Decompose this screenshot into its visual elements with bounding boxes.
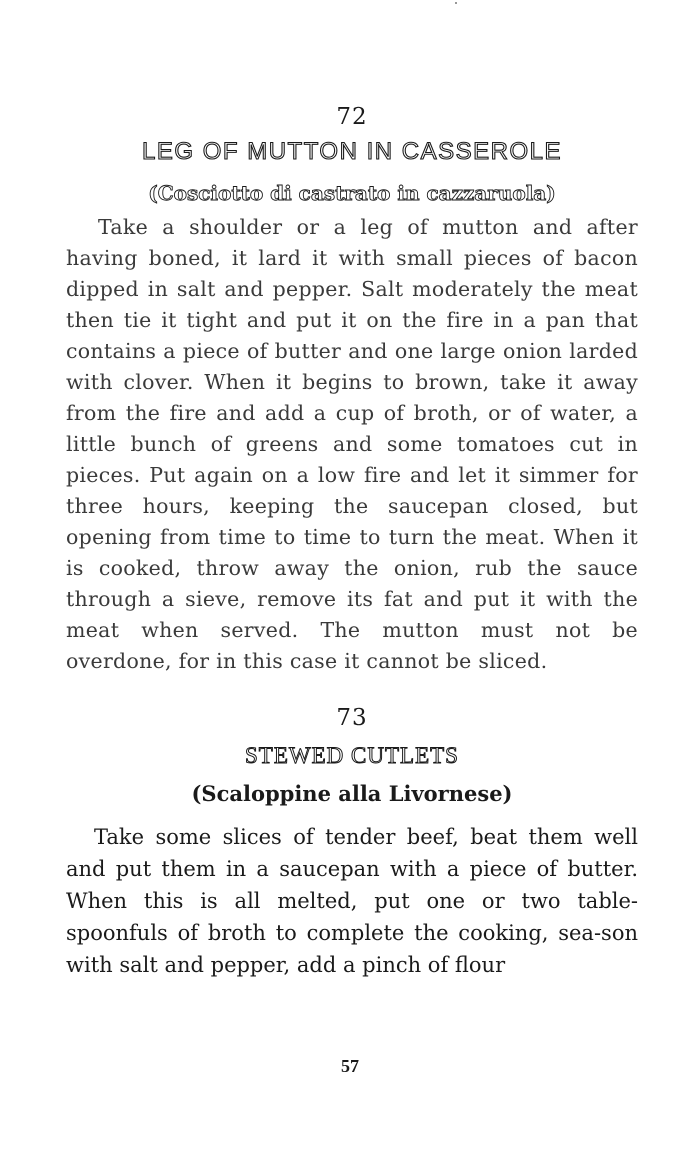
- recipe-73: [66, 701, 638, 981]
- recipe-72: [66, 100, 638, 677]
- recipe-subtitle: [66, 176, 638, 210]
- recipe-number: 73: [336, 705, 368, 731]
- page-number: 57: [341, 1056, 359, 1076]
- recipe-subtitle-text: (Cosciotto di castrato in cazzaruola): [148, 181, 556, 205]
- recipe-body: Take some slices of tender beef, beat them well and put them in a saucepan with a piece of butter. When this is all melted, put one or two table-spoonfuls of broth to complete the cooking, sea-son with salt and pepper, add a pinch of flour: [66, 825, 638, 977]
- recipe-number: 72: [336, 104, 368, 130]
- recipe-title: STEWED CUTLETS: [245, 743, 459, 768]
- recipe-body: Take a shoulder or a leg of mutton and after having boned, it lard it with small pieces of bacon dipped in salt and pepper. Salt moderately the meat then tie it tight and put it on the fire in a pan that contains a piece of butter and one large onion larded with clover. When it begins to brown, take it away from the fire and add a cup of broth, or of water, a little bunch of greens and some tomatoes cut in pieces. Put again on a low fire and let it simmer for three hours, keeping the saucepan closed, but opening from time to time to turn the meat. When it is cooked, throw away the onion, rub the sauce through a sieve, remove its fat and put it with the meat when served. The mutton must not be overdone, for in this case it cannot be sliced.: [66, 215, 638, 673]
- cookbook-page: [66, 100, 638, 981]
- recipe-title: LEG OF MUTTON IN CASSEROLE: [142, 138, 562, 165]
- print-speck: [455, 2, 457, 4]
- recipe-subtitle: (Scaloppine alla Livornese): [191, 781, 513, 806]
